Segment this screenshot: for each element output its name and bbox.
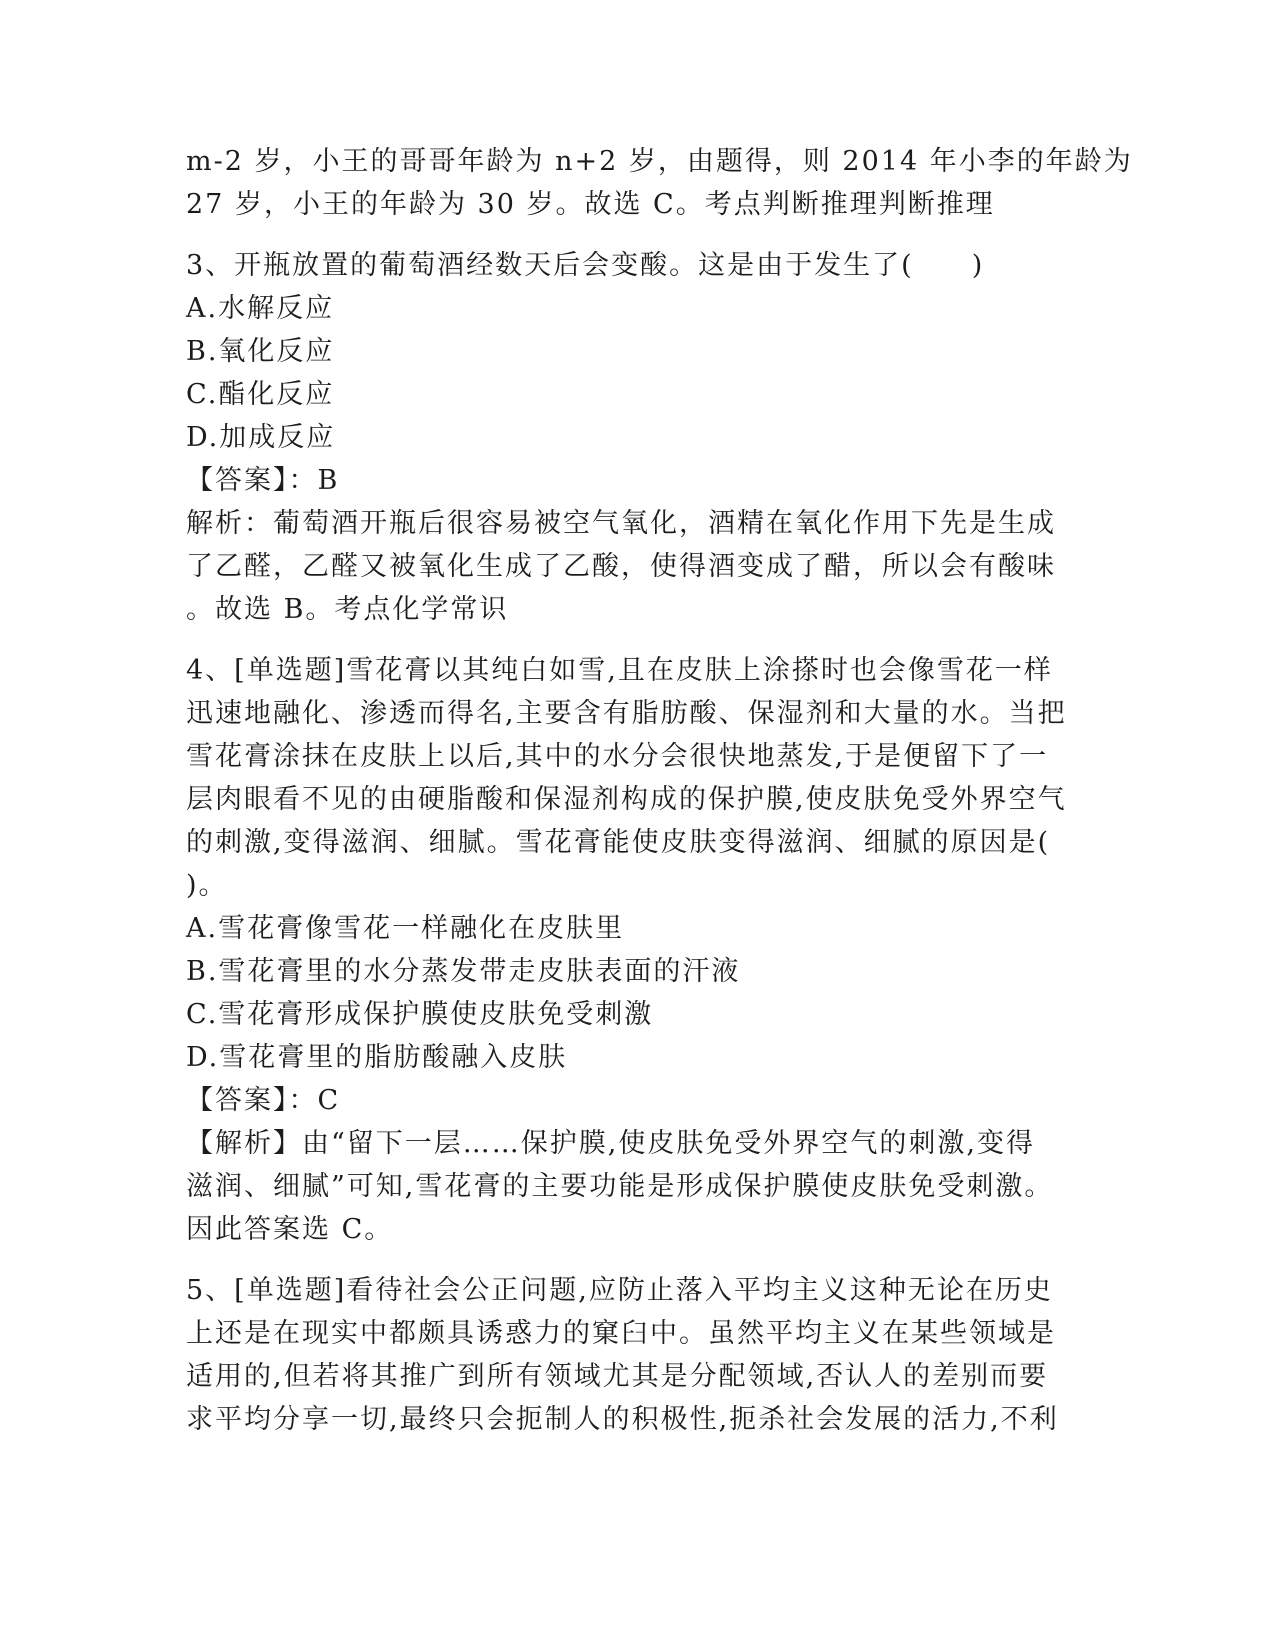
question-4-option-c: C.雪花膏形成保护膜使皮肤免受刺激	[186, 999, 654, 1030]
question-5-stem-line: 上还是在现实中都颇具诱惑力的窠臼中。虽然平均主义在某些领域是	[186, 1318, 1056, 1349]
question-3-answer: 【答案】：B	[186, 465, 340, 496]
question-4	[186, 649, 1086, 1251]
question-3	[186, 244, 1086, 631]
question-4-explanation-line: 【解析】由“留下一层……保护膜,使皮肤免受外界空气的刺激,变得	[186, 1128, 1035, 1159]
question-3-option-b: B.氧化反应	[186, 336, 335, 367]
question-3-option-d: D.加成反应	[186, 422, 336, 453]
question-4-stem-line: 4、[单选题]雪花膏以其纯白如雪,且在皮肤上涂搽时也会像雪花一样	[186, 655, 1053, 686]
question-3-stem: 3、开瓶放置的葡萄酒经数天后会变酸。这是由于发生了( )	[186, 250, 985, 281]
question-2-explanation-tail	[186, 140, 1133, 226]
question-4-explanation-line: 滋润、细腻”可知,雪花膏的主要功能是形成保护膜使皮肤免受刺激。	[186, 1171, 1054, 1202]
question-4-stem-line: )。	[186, 870, 228, 901]
question-4-answer: 【答案】：C	[186, 1085, 341, 1116]
question-5-stem-line: 5、[单选题]看待社会公正问题,应防止落入平均主义这种无论在历史	[186, 1275, 1053, 1306]
question-3-explanation-line: 。故选 B。考点化学常识	[186, 594, 509, 625]
question-3-option-a: A.水解反应	[186, 293, 335, 324]
question-4-stem-line: 的刺激,变得滋润、细腻。雪花膏能使皮肤变得滋润、细腻的原因是(	[186, 827, 1051, 858]
document-page	[186, 140, 1133, 1441]
text-line: 27 岁，小王的年龄为 30 岁。故选 C。考点判断推理判断推理	[186, 189, 995, 220]
question-5-stem-line: 求平均分享一切,最终只会扼制人的积极性,扼杀社会发展的活力,不利	[186, 1404, 1059, 1435]
question-3-explanation-line: 了乙醛，乙醛又被氧化生成了乙酸，使得酒变成了醋，所以会有酸味	[186, 551, 1056, 582]
question-4-option-a: A.雪花膏像雪花一样融化在皮肤里	[186, 913, 625, 944]
question-4-option-b: B.雪花膏里的水分蒸发带走皮肤表面的汗液	[186, 956, 741, 987]
question-3-explanation-line: 解析：葡萄酒开瓶后很容易被空气氧化，酒精在氧化作用下先是生成	[186, 508, 1056, 539]
question-4-stem-line: 迅速地融化、渗透而得名,主要含有脂肪酸、保湿剂和大量的水。当把	[186, 698, 1067, 729]
question-4-explanation-line: 因此答案选 C。	[186, 1214, 394, 1245]
question-4-option-d: D.雪花膏里的脂肪酸融入皮肤	[186, 1042, 568, 1073]
text-line: m-2 岁，小王的哥哥年龄为 n+2 岁，由题得，则 2014 年小李的年龄为	[186, 146, 1133, 177]
question-5-stem-line: 适用的,但若将其推广到所有领域尤其是分配领域,否认人的差别而要	[186, 1361, 1049, 1392]
question-4-stem-line: 雪花膏涂抹在皮肤上以后,其中的水分会很快地蒸发,于是便留下了一	[186, 741, 1049, 772]
question-4-stem-line: 层肉眼看不见的由硬脂酸和保湿剂构成的保护膜,使皮肤免受外界空气	[186, 784, 1067, 815]
question-3-option-c: C.酯化反应	[186, 379, 335, 410]
question-5	[186, 1269, 1086, 1441]
